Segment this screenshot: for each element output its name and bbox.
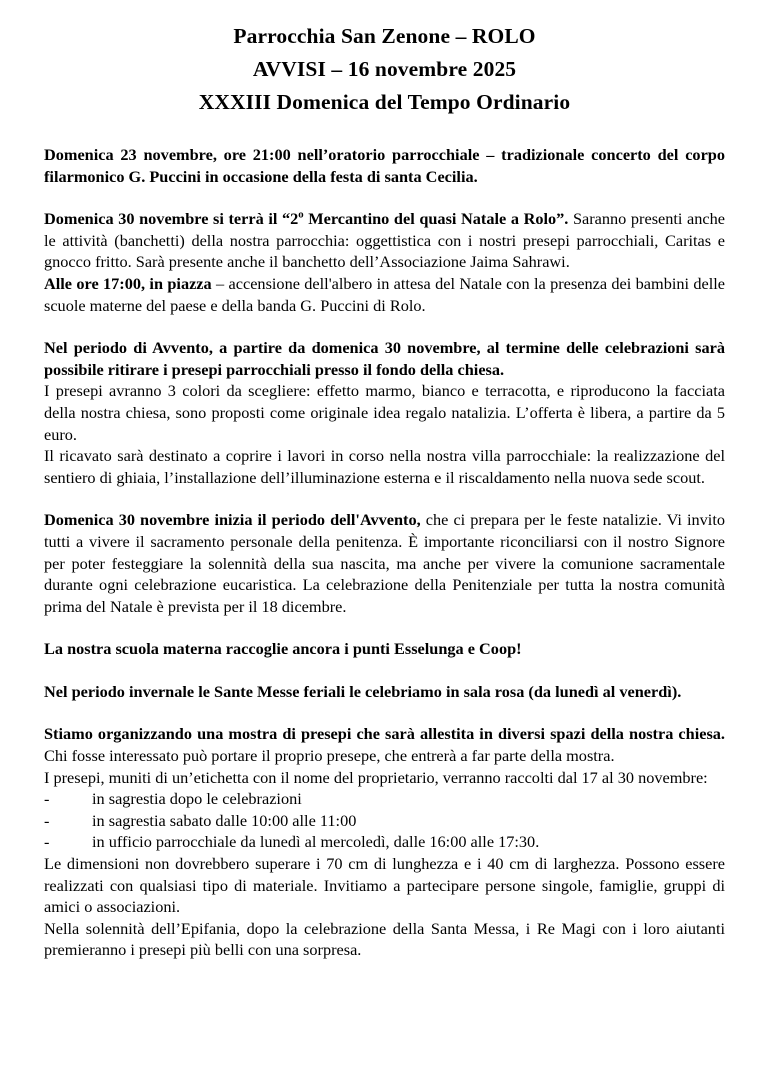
notice-presepi-ricavato: Il ricavato sarà destinato a coprire i lavori in corso nella nostra villa parrocchiale: la realizzazione del sentiero di ghiaia, l’installazione dell’illuminazione esterna e il riscaldamento nella nuova sede scout. (44, 446, 725, 487)
notice-presepi-colori: I presepi avranno 3 colori da scegliere: effetto marmo, bianco e terracotta, e riproducono la facciata della nostra chiesa, sono proposti come originale idea regalo natalizia. L’offerta è libera, a partire da 5 euro. (44, 381, 725, 444)
notice-concerto (44, 144, 725, 187)
notice-mercantino-body: Saranno presenti anche le attività (banchetti) della nostra parrocchia: oggettistica con i nostri presepi parrocchiali, Caritas e gnocco fritto. Sarà presente anche il banchetto dell’Associazione Jaima Sahrawi. (44, 209, 725, 272)
notice-mostra-lead: Stiamo organizzando una mostra di presepi che sarà allestita in diversi spazi della nostra chiesa. (44, 724, 725, 744)
spacer (44, 660, 725, 681)
notice-penitenza-body: che ci prepara per le feste natalizie. Vi invito tutti a vivere il sacramento personale della penitenza. È importante riconciliarsi con il nostro Signore per poter festeggiare la solennità della sua nascita, ma anche per vivere la comunione sacramentale durante ogni celebrazione eucaristica. La celebrazione della Penitenziale per tutta la nostra comunità prima del Natale è prevista per il 18 dicembre. (44, 510, 725, 616)
list-item-label: in sagrestia sabato dalle 10:00 alle 11:00 (92, 810, 357, 830)
spacer (44, 316, 725, 337)
spacer (44, 119, 725, 144)
notice-avvento-presepi-heading (44, 337, 725, 380)
bullet-dash-icon: - (44, 832, 50, 852)
spacer (44, 702, 725, 723)
notice-messe-feriali-text: Nel periodo invernale le Sante Messe feriali le celebriamo in sala rosa (da lunedì al venerdì). (44, 681, 682, 701)
notice-mostra-body: Chi fosse interessato può portare il proprio presepe, che entrerà a far parte della mostra. (44, 746, 615, 766)
notice-mercantino (44, 208, 725, 273)
page-title-date: AVVISI – 16 novembre 2025 (252, 57, 517, 81)
list-item-label: in ufficio parrocchiale da lunedì al mercoledì, dalle 16:00 alle 17:30. (92, 832, 540, 852)
notice-penitenza-lead: Domenica 30 novembre inizia il periodo dell'Avvento, (44, 510, 421, 530)
bullet-dash-icon: - (44, 789, 50, 809)
list-item (44, 831, 725, 853)
notice-avvento-presepi-bold: Nel periodo di Avvento, a partire da domenica 30 novembre, al termine delle celebrazioni sarà possibile ritirare i presepi parrocchiali presso il fondo della chiesa. (44, 338, 725, 379)
page-title-liturgical-day: XXXIII Domenica del Tempo Ordinario (198, 90, 571, 114)
notice-mercantino-lead-a: Domenica 30 novembre si terrà il “2 (44, 209, 299, 229)
notice-mostra-dimensioni: Le dimensioni non dovrebbero superare i 70 cm di lunghezza e i 40 cm di larghezza. Possono essere realizzati con qualsiasi tipo di materiale. Invitiamo a partecipare persone singole, famiglie, gruppi di amici o associazioni. (44, 854, 725, 917)
notice-concerto-text: Domenica 23 novembre, ore 21:00 nell’oratorio parrocchiale – tradizionale concerto del corpo filarmonico G. Puccini in occasione della festa di santa Cecilia. (44, 145, 725, 186)
notice-mostra-presepi (44, 723, 725, 766)
list-item (44, 810, 725, 832)
list-item (44, 788, 725, 810)
list-item-label: in sagrestia dopo le celebrazioni (92, 789, 302, 809)
spacer (44, 187, 725, 208)
notice-messe-feriali (44, 681, 725, 703)
collection-points-list (44, 788, 725, 853)
notice-albero-lead: Alle ore 17:00, in piazza (44, 273, 212, 293)
notice-punti-scuola (44, 638, 725, 660)
notice-penitenza (44, 509, 725, 617)
page-title-parish: Parrocchia San Zenone – ROLO (233, 24, 536, 48)
spacer (44, 488, 725, 509)
bullet-dash-icon: - (44, 810, 50, 830)
notice-mercantino-lead-b: Mercantino del quasi Natale a Rolo”. (303, 209, 569, 229)
ordinal-superscript: o (298, 208, 304, 221)
notice-mostra-raccolta: I presepi, muniti di un’etichetta con il nome del proprietario, verranno raccolti dal 17 al 30 novembre: (44, 767, 708, 787)
notice-mostra-epifania: Nella solennità dell’Epifania, dopo la celebrazione della Santa Messa, i Re Magi con i loro aiutanti premieranno i presepi più belli con una sorpresa. (44, 918, 725, 960)
notice-punti-scuola-text: La nostra scuola materna raccoglie ancora i punti Esselunga e Coop! (44, 639, 522, 659)
notice-albero-body: – accensione dell'albero in attesa del Natale con la presenza dei bambini delle scuole materne del paese e della banda G. Puccini di Rolo. (44, 273, 726, 315)
spacer (44, 617, 725, 638)
notice-albero (44, 273, 725, 316)
